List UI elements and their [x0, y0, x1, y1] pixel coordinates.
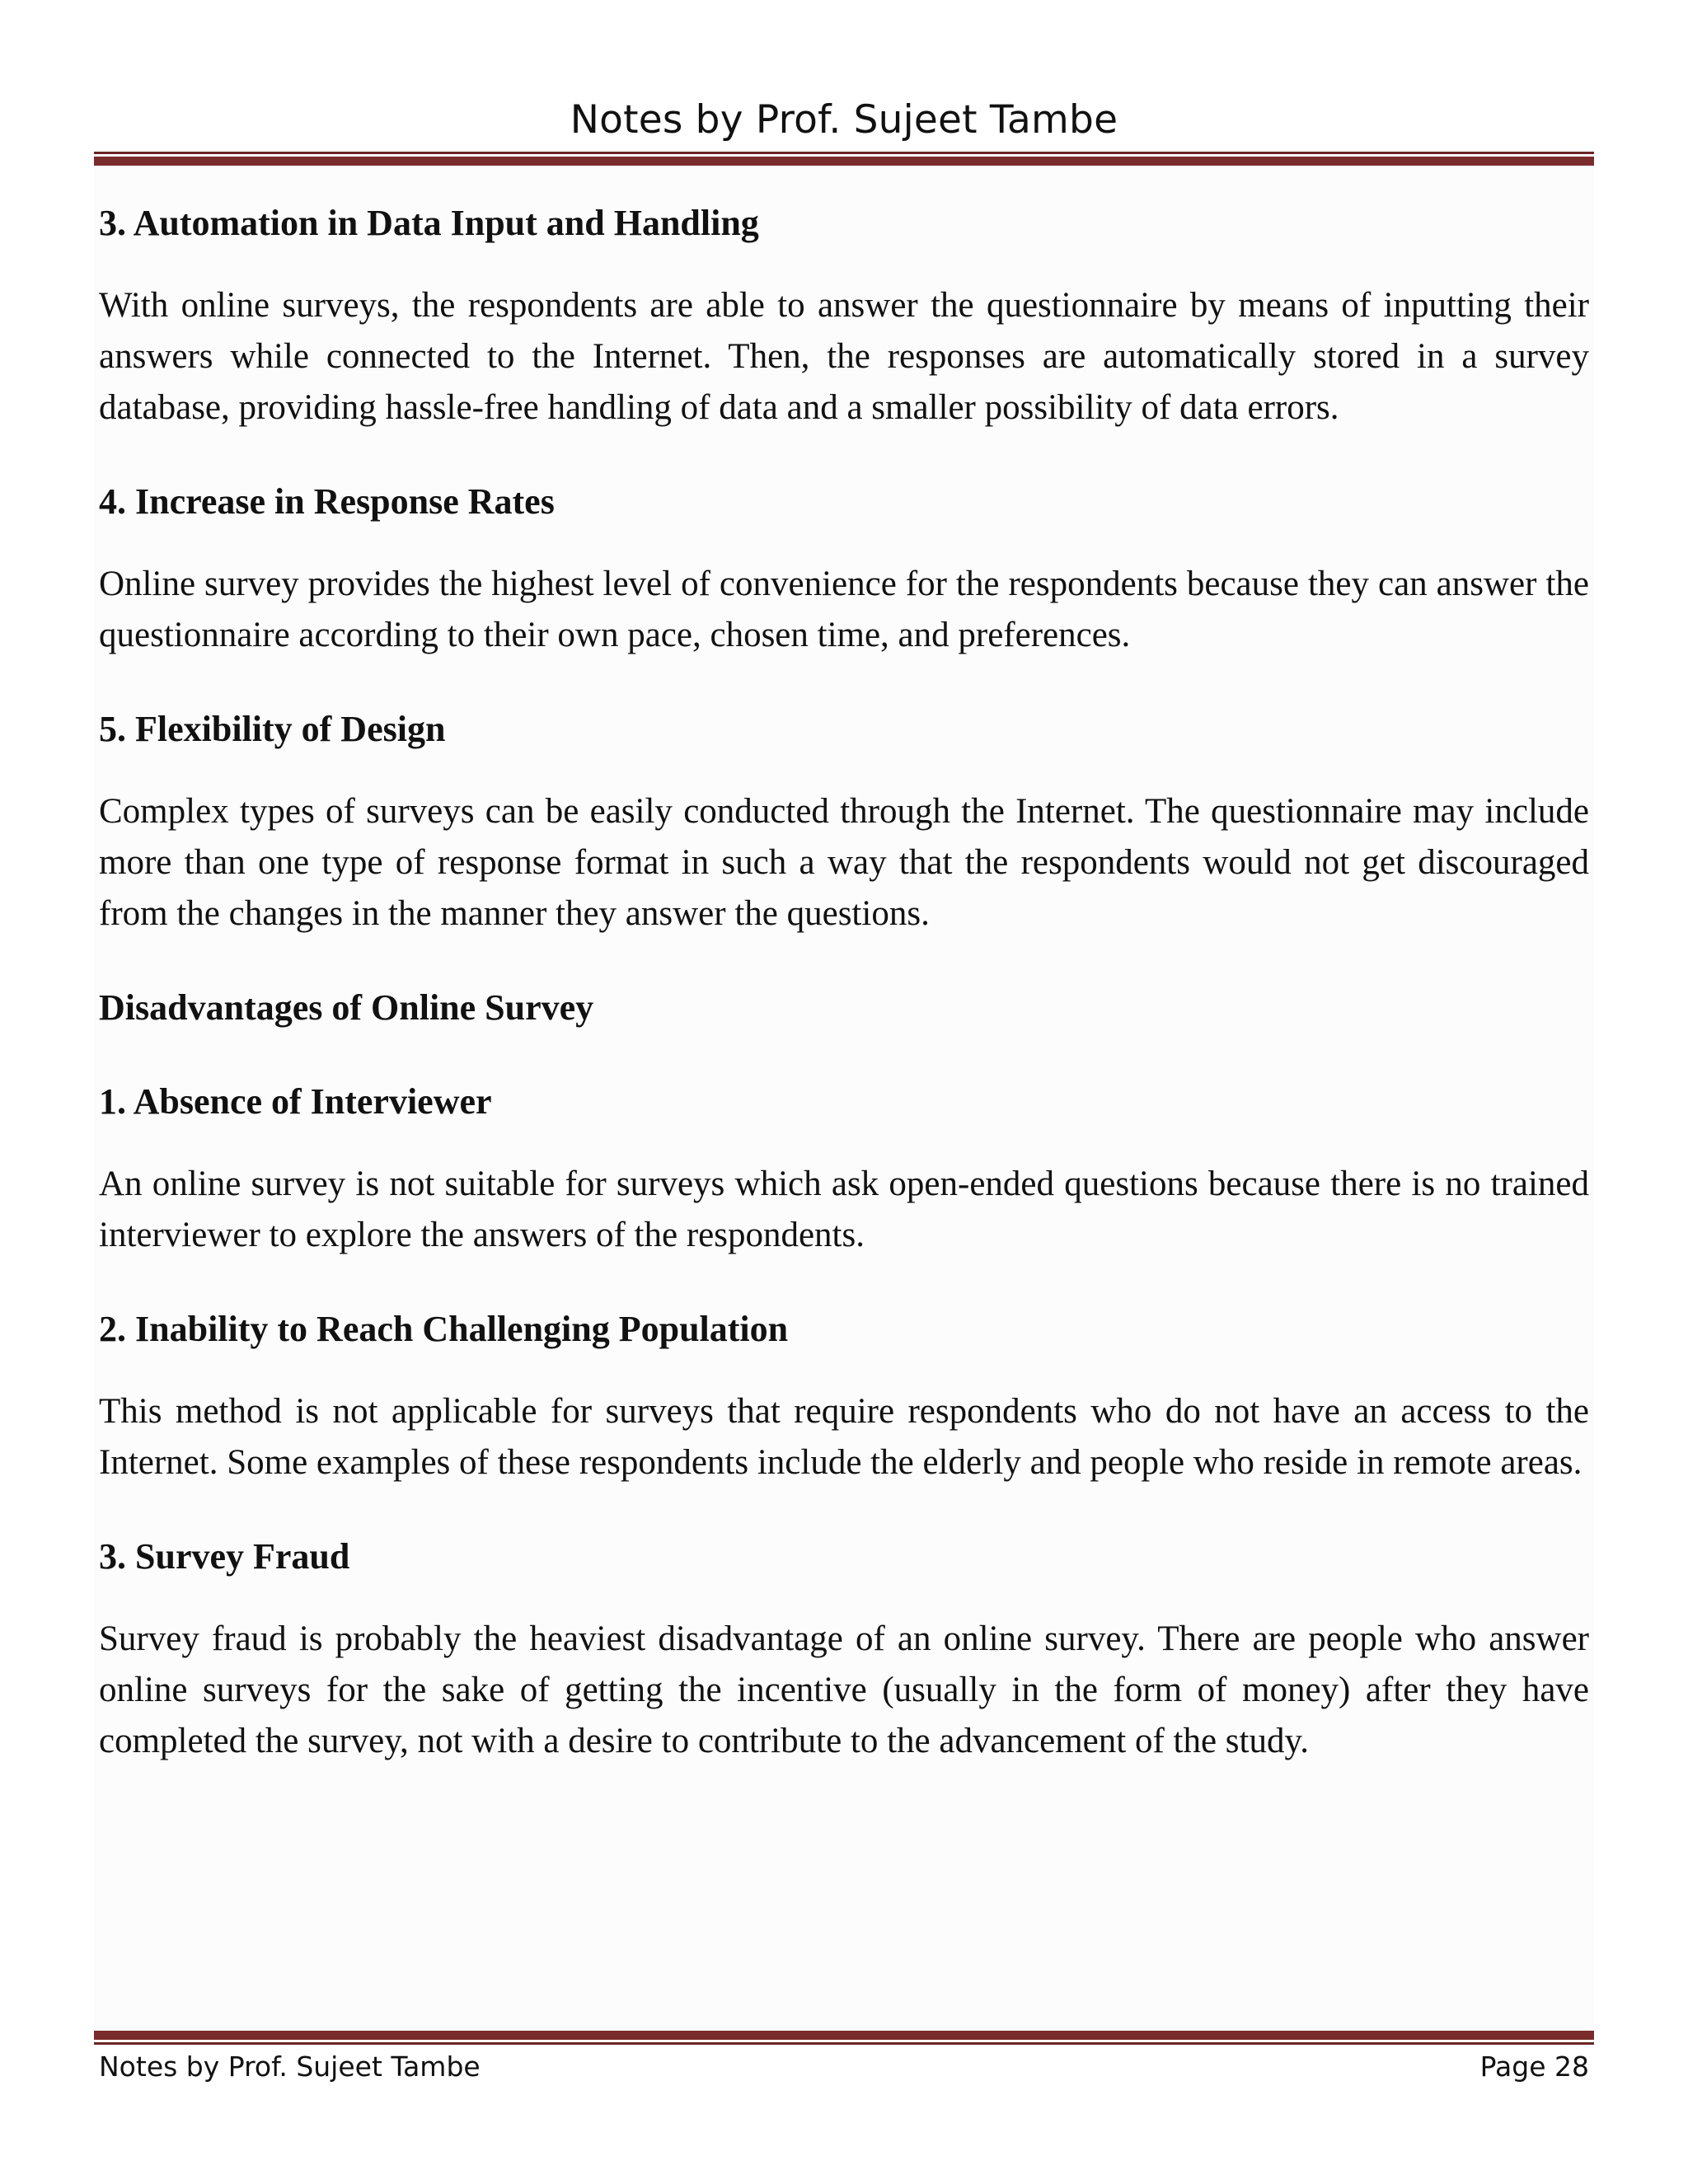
section-heading-automation: 3. Automation in Data Input and Handling: [99, 203, 759, 243]
section-paragraph-response-rates: Online survey provides the highest level of convenience for the respondents because they can answer the questionnaire according to their own pace, chosen time, and preferences.: [99, 565, 1589, 654]
footer-rule-thick-line: [94, 2031, 1594, 2040]
section-paragraph-challenging-population: This method is not applicable for surveys that require respondents who do not have an access to the Internet. Some examples of these respondents include the elderly and people who reside in remote areas.: [99, 1392, 1589, 1482]
footer-rule: [94, 2031, 1594, 2045]
section-paragraph-absence-interviewer: An online survey is not suitable for surveys which ask open-ended questions because there is no trained interviewer to explore the answers of the respondents.: [99, 1165, 1589, 1254]
document-body: [99, 198, 1589, 1767]
section-paragraph-survey-fraud: Survey fraud is probably the heaviest disadvantage of an online survey. There are people who answer online surveys for the sake of getting the incentive (usually in the form of money) after they have completed the survey, not with a desire to contribute to the advancement of the study.: [99, 1619, 1589, 1760]
section-heading-disadvantages: Disadvantages of Online Survey: [99, 987, 594, 1028]
section-heading-challenging-population: 2. Inability to Reach Challenging Population: [99, 1309, 789, 1349]
footer-author: Notes by Prof. Sujeet Tambe: [99, 2050, 481, 2083]
section-heading-response-rates: 4. Increase in Response Rates: [99, 481, 555, 522]
section-heading-flexibility: 5. Flexibility of Design: [99, 709, 446, 749]
section-heading-survey-fraud: 3. Survey Fraud: [99, 1536, 350, 1577]
header-rule: [94, 152, 1594, 166]
header-rule-thick-line: [94, 157, 1594, 166]
section-heading-absence-interviewer: 1. Absence of Interviewer: [99, 1081, 492, 1122]
section-paragraph-flexibility: Complex types of surveys can be easily conducted through the Internet. The questionnaire may include more than one type of response format in such a way that the respondents would not get discouraged from the changes in the manner they answer the questions.: [99, 792, 1589, 933]
footer-page-number: Page 28: [1479, 2050, 1589, 2083]
page-header-title: Notes by Prof. Sujeet Tambe: [570, 97, 1118, 143]
footer-rule-thin-line: [94, 2042, 1594, 2045]
section-paragraph-automation: With online surveys, the respondents are able to answer the questionnaire by means of inputting their answers while connected to the Internet. Then, the responses are automatically stored in a survey database, providing hassle-free handling of data and a smaller possibility of data errors.: [99, 286, 1589, 427]
